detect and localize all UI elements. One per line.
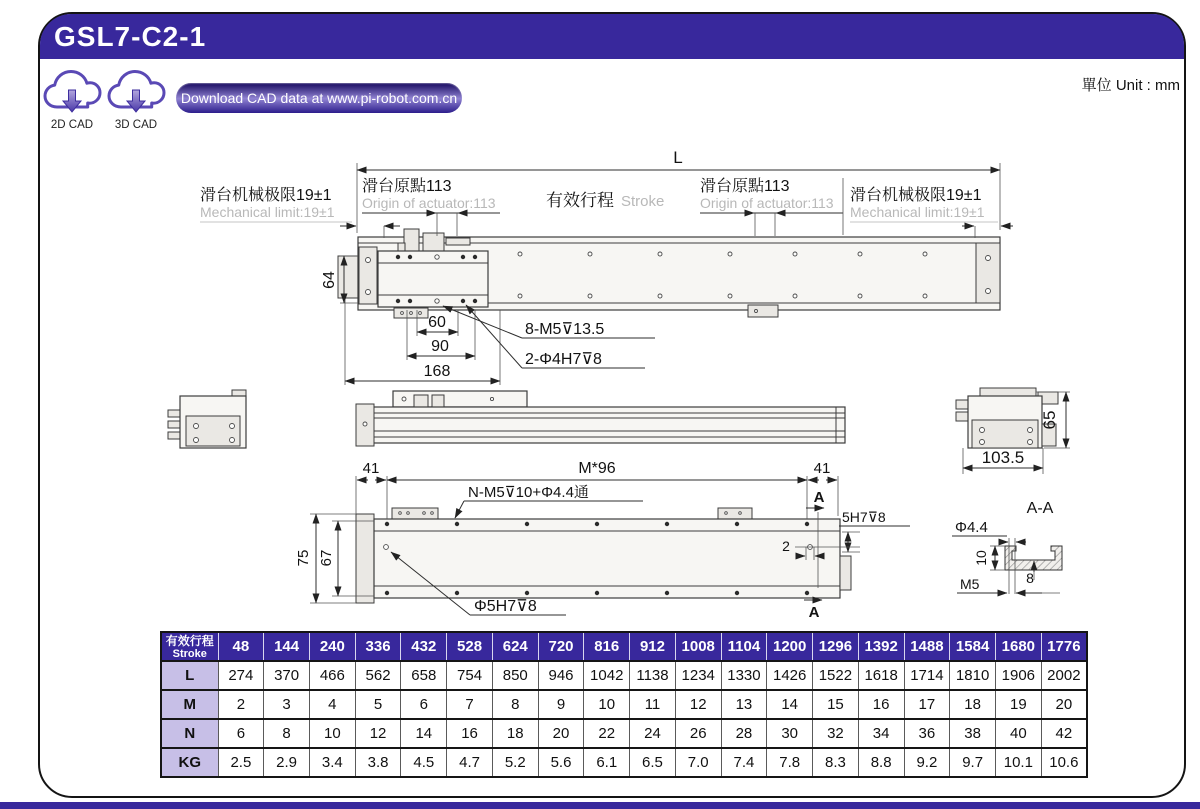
table-cell: 1234 bbox=[675, 661, 721, 690]
unit-label: 單位 Unit : mm bbox=[1081, 77, 1180, 94]
table-cell: 13 bbox=[721, 690, 767, 719]
table-cell: 14 bbox=[767, 690, 813, 719]
table-cell: 8.8 bbox=[858, 748, 904, 777]
table-cell: 1810 bbox=[950, 661, 996, 690]
table-cell: 946 bbox=[538, 661, 584, 690]
table-cell: 1618 bbox=[858, 661, 904, 690]
table-cell: 2.5 bbox=[218, 748, 264, 777]
dim-label-2: 2 bbox=[782, 538, 790, 554]
dim-label-67: 67 bbox=[318, 549, 335, 567]
table-cell: 2 bbox=[218, 690, 264, 719]
table-cell: 30 bbox=[767, 719, 813, 748]
stroke-value-header: 1680 bbox=[995, 632, 1041, 661]
table-cell: 370 bbox=[264, 661, 310, 690]
dim-label-60: 60 bbox=[428, 314, 446, 331]
table-cell: 2002 bbox=[1041, 661, 1087, 690]
table-cell: 1042 bbox=[584, 661, 630, 690]
table-cell: 10 bbox=[584, 690, 630, 719]
callout-n-m5: N-M5⊽10+Φ4.4通 bbox=[468, 484, 589, 501]
callout-5h7: 5H7⊽8 bbox=[842, 509, 886, 525]
stroke-value-header: 48 bbox=[218, 632, 264, 661]
table-cell: 28 bbox=[721, 719, 767, 748]
dim-label-m96: M*96 bbox=[578, 460, 616, 477]
stroke-value-header: 720 bbox=[538, 632, 584, 661]
table-cell: 9.2 bbox=[904, 748, 950, 777]
table-cell: 17 bbox=[904, 690, 950, 719]
table-cell: 9.7 bbox=[950, 748, 996, 777]
table-cell: 3.4 bbox=[309, 748, 355, 777]
table-cell: 8 bbox=[264, 719, 310, 748]
table-cell: 36 bbox=[904, 719, 950, 748]
table-cell: 22 bbox=[584, 719, 630, 748]
table-cell: 24 bbox=[630, 719, 676, 748]
spec-table-body bbox=[161, 632, 1087, 777]
table-cell: 6.5 bbox=[630, 748, 676, 777]
table-cell: 1138 bbox=[630, 661, 676, 690]
limit-right-label-zh: 滑台机械极限19±1 bbox=[850, 187, 982, 204]
table-cell: 6.1 bbox=[584, 748, 630, 777]
cad-2d-label: 2D CAD bbox=[50, 119, 94, 131]
carriage bbox=[378, 251, 488, 307]
table-cell: 12 bbox=[355, 719, 401, 748]
row-label-l: L bbox=[161, 661, 218, 690]
table-cell: 10 bbox=[309, 719, 355, 748]
table-cell: 12 bbox=[675, 690, 721, 719]
table-cell: 1426 bbox=[767, 661, 813, 690]
stroke-value-header: 1008 bbox=[675, 632, 721, 661]
table-cell: 4 bbox=[309, 690, 355, 719]
section-aa-drawing bbox=[952, 500, 1062, 594]
stroke-label-zh: 有效行程 bbox=[546, 191, 614, 210]
table-cell: 8.3 bbox=[813, 748, 859, 777]
table-cell: 19 bbox=[995, 690, 1041, 719]
spec-table bbox=[160, 631, 1088, 778]
stroke-value-header: 1776 bbox=[1041, 632, 1087, 661]
footer-bar bbox=[0, 802, 1200, 809]
dim-label-75: 75 bbox=[295, 549, 312, 567]
table-cell: 11 bbox=[630, 690, 676, 719]
origin-left-label-zh: 滑台原點113 bbox=[362, 178, 452, 195]
table-cell: 18 bbox=[492, 719, 538, 748]
table-cell: 466 bbox=[309, 661, 355, 690]
limit-left-label-zh: 滑台机械极限19±1 bbox=[200, 187, 332, 204]
table-header-row bbox=[161, 632, 1087, 661]
table-row-kg bbox=[161, 748, 1087, 777]
stroke-value-header: 336 bbox=[355, 632, 401, 661]
dim-label-41-left: 41 bbox=[362, 460, 380, 477]
table-cell: 15 bbox=[813, 690, 859, 719]
dim-label-8: 8 bbox=[1026, 570, 1034, 586]
dim-label-m5: M5 bbox=[960, 576, 980, 592]
table-cell: 3 bbox=[264, 690, 310, 719]
dim-label-64: 64 bbox=[321, 271, 338, 289]
stroke-value-header: 912 bbox=[630, 632, 676, 661]
dim-label-168: 168 bbox=[423, 363, 451, 380]
stroke-value-header: 144 bbox=[264, 632, 310, 661]
table-cell: 1714 bbox=[904, 661, 950, 690]
dim-label-65: 65 bbox=[1040, 410, 1059, 430]
limit-right-label-en: Mechanical limit:19±1 bbox=[850, 204, 985, 220]
page-title: GSL7-C2-1 bbox=[54, 21, 207, 52]
stroke-value-header: 432 bbox=[401, 632, 447, 661]
stroke-value-header: 240 bbox=[309, 632, 355, 661]
table-cell: 16 bbox=[858, 690, 904, 719]
table-row-l bbox=[161, 661, 1087, 690]
origin-left-label-en: Origin of actuator:113 bbox=[362, 195, 496, 211]
table-cell: 7.0 bbox=[675, 748, 721, 777]
stroke-value-header: 816 bbox=[584, 632, 630, 661]
stroke-value-header: 1296 bbox=[813, 632, 859, 661]
stroke-value-header: 528 bbox=[447, 632, 493, 661]
table-cell: 7 bbox=[447, 690, 493, 719]
table-cell: 5.6 bbox=[538, 748, 584, 777]
table-cell: 6 bbox=[218, 719, 264, 748]
table-cell: 8 bbox=[492, 690, 538, 719]
table-cell: 18 bbox=[950, 690, 996, 719]
origin-right-label-zh: 滑台原點113 bbox=[700, 178, 790, 195]
dim-label-L: L bbox=[673, 148, 683, 167]
table-cell: 7.8 bbox=[767, 748, 813, 777]
stroke-value-header: 1584 bbox=[950, 632, 996, 661]
section-label-a-top: A bbox=[813, 489, 825, 506]
dim-label-10: 10 bbox=[973, 550, 989, 566]
table-cell: 5 bbox=[355, 690, 401, 719]
table-row-m bbox=[161, 690, 1087, 719]
table-cell: 1906 bbox=[995, 661, 1041, 690]
table-cell: 40 bbox=[995, 719, 1041, 748]
table-cell: 4.7 bbox=[447, 748, 493, 777]
stroke-value-header: 1200 bbox=[767, 632, 813, 661]
table-cell: 7.4 bbox=[721, 748, 767, 777]
table-cell: 4.5 bbox=[401, 748, 447, 777]
table-cell: 3.8 bbox=[355, 748, 401, 777]
table-cell: 20 bbox=[1041, 690, 1087, 719]
download-cad-link[interactable]: Download CAD data at www.pi-robot.com.cn bbox=[176, 83, 462, 113]
table-cell: 2.9 bbox=[264, 748, 310, 777]
table-cell: 10.6 bbox=[1041, 748, 1087, 777]
table-cell: 562 bbox=[355, 661, 401, 690]
table-cell: 16 bbox=[447, 719, 493, 748]
table-cell: 42 bbox=[1041, 719, 1087, 748]
callout-phi5: Φ5H7⊽8 bbox=[474, 598, 537, 615]
stroke-value-header: 1392 bbox=[858, 632, 904, 661]
table-cell: 274 bbox=[218, 661, 264, 690]
dim-label-41-right: 41 bbox=[813, 460, 831, 477]
dim-label-phi44: Φ4.4 bbox=[955, 519, 988, 536]
cad-3d-label: 3D CAD bbox=[114, 119, 158, 131]
table-cell: 754 bbox=[447, 661, 493, 690]
table-cell: 10.1 bbox=[995, 748, 1041, 777]
stroke-value-header: 1488 bbox=[904, 632, 950, 661]
row-label-kg: KG bbox=[161, 748, 218, 777]
stroke-value-header: 1104 bbox=[721, 632, 767, 661]
row-label-m: M bbox=[161, 690, 218, 719]
table-cell: 6 bbox=[401, 690, 447, 719]
limit-left-label-en: Mechanical limit:19±1 bbox=[200, 204, 335, 220]
row-label-n: N bbox=[161, 719, 218, 748]
table-cell: 1330 bbox=[721, 661, 767, 690]
table-cell: 34 bbox=[858, 719, 904, 748]
table-cell: 9 bbox=[538, 690, 584, 719]
section-aa-title: A-A bbox=[1026, 500, 1054, 517]
table-cell: 20 bbox=[538, 719, 584, 748]
callout-8-m5: 8-M5⊽13.5 bbox=[525, 321, 605, 338]
stroke-header-cell: 有效行程 Stroke bbox=[161, 632, 218, 661]
table-cell: 26 bbox=[675, 719, 721, 748]
stroke-label-en: Stroke bbox=[621, 193, 665, 210]
dim-label-90: 90 bbox=[431, 338, 449, 355]
section-label-a-bottom: A bbox=[808, 604, 820, 621]
table-cell: 32 bbox=[813, 719, 859, 748]
table-cell: 38 bbox=[950, 719, 996, 748]
table-cell: 5.2 bbox=[492, 748, 538, 777]
dim-label-103-5: 103.5 bbox=[981, 448, 1025, 467]
table-cell: 658 bbox=[401, 661, 447, 690]
bottom-view-drawing bbox=[295, 460, 910, 621]
table-cell: 850 bbox=[492, 661, 538, 690]
side-view-drawing bbox=[168, 388, 1070, 474]
origin-right-label-en: Origin of actuator:113 bbox=[700, 195, 834, 211]
table-cell: 1522 bbox=[813, 661, 859, 690]
table-row-n bbox=[161, 719, 1087, 748]
callout-2-phi4: 2-Φ4H7⊽8 bbox=[525, 351, 602, 368]
top-view-drawing bbox=[200, 148, 1013, 385]
stroke-value-header: 624 bbox=[492, 632, 538, 661]
table-cell: 14 bbox=[401, 719, 447, 748]
